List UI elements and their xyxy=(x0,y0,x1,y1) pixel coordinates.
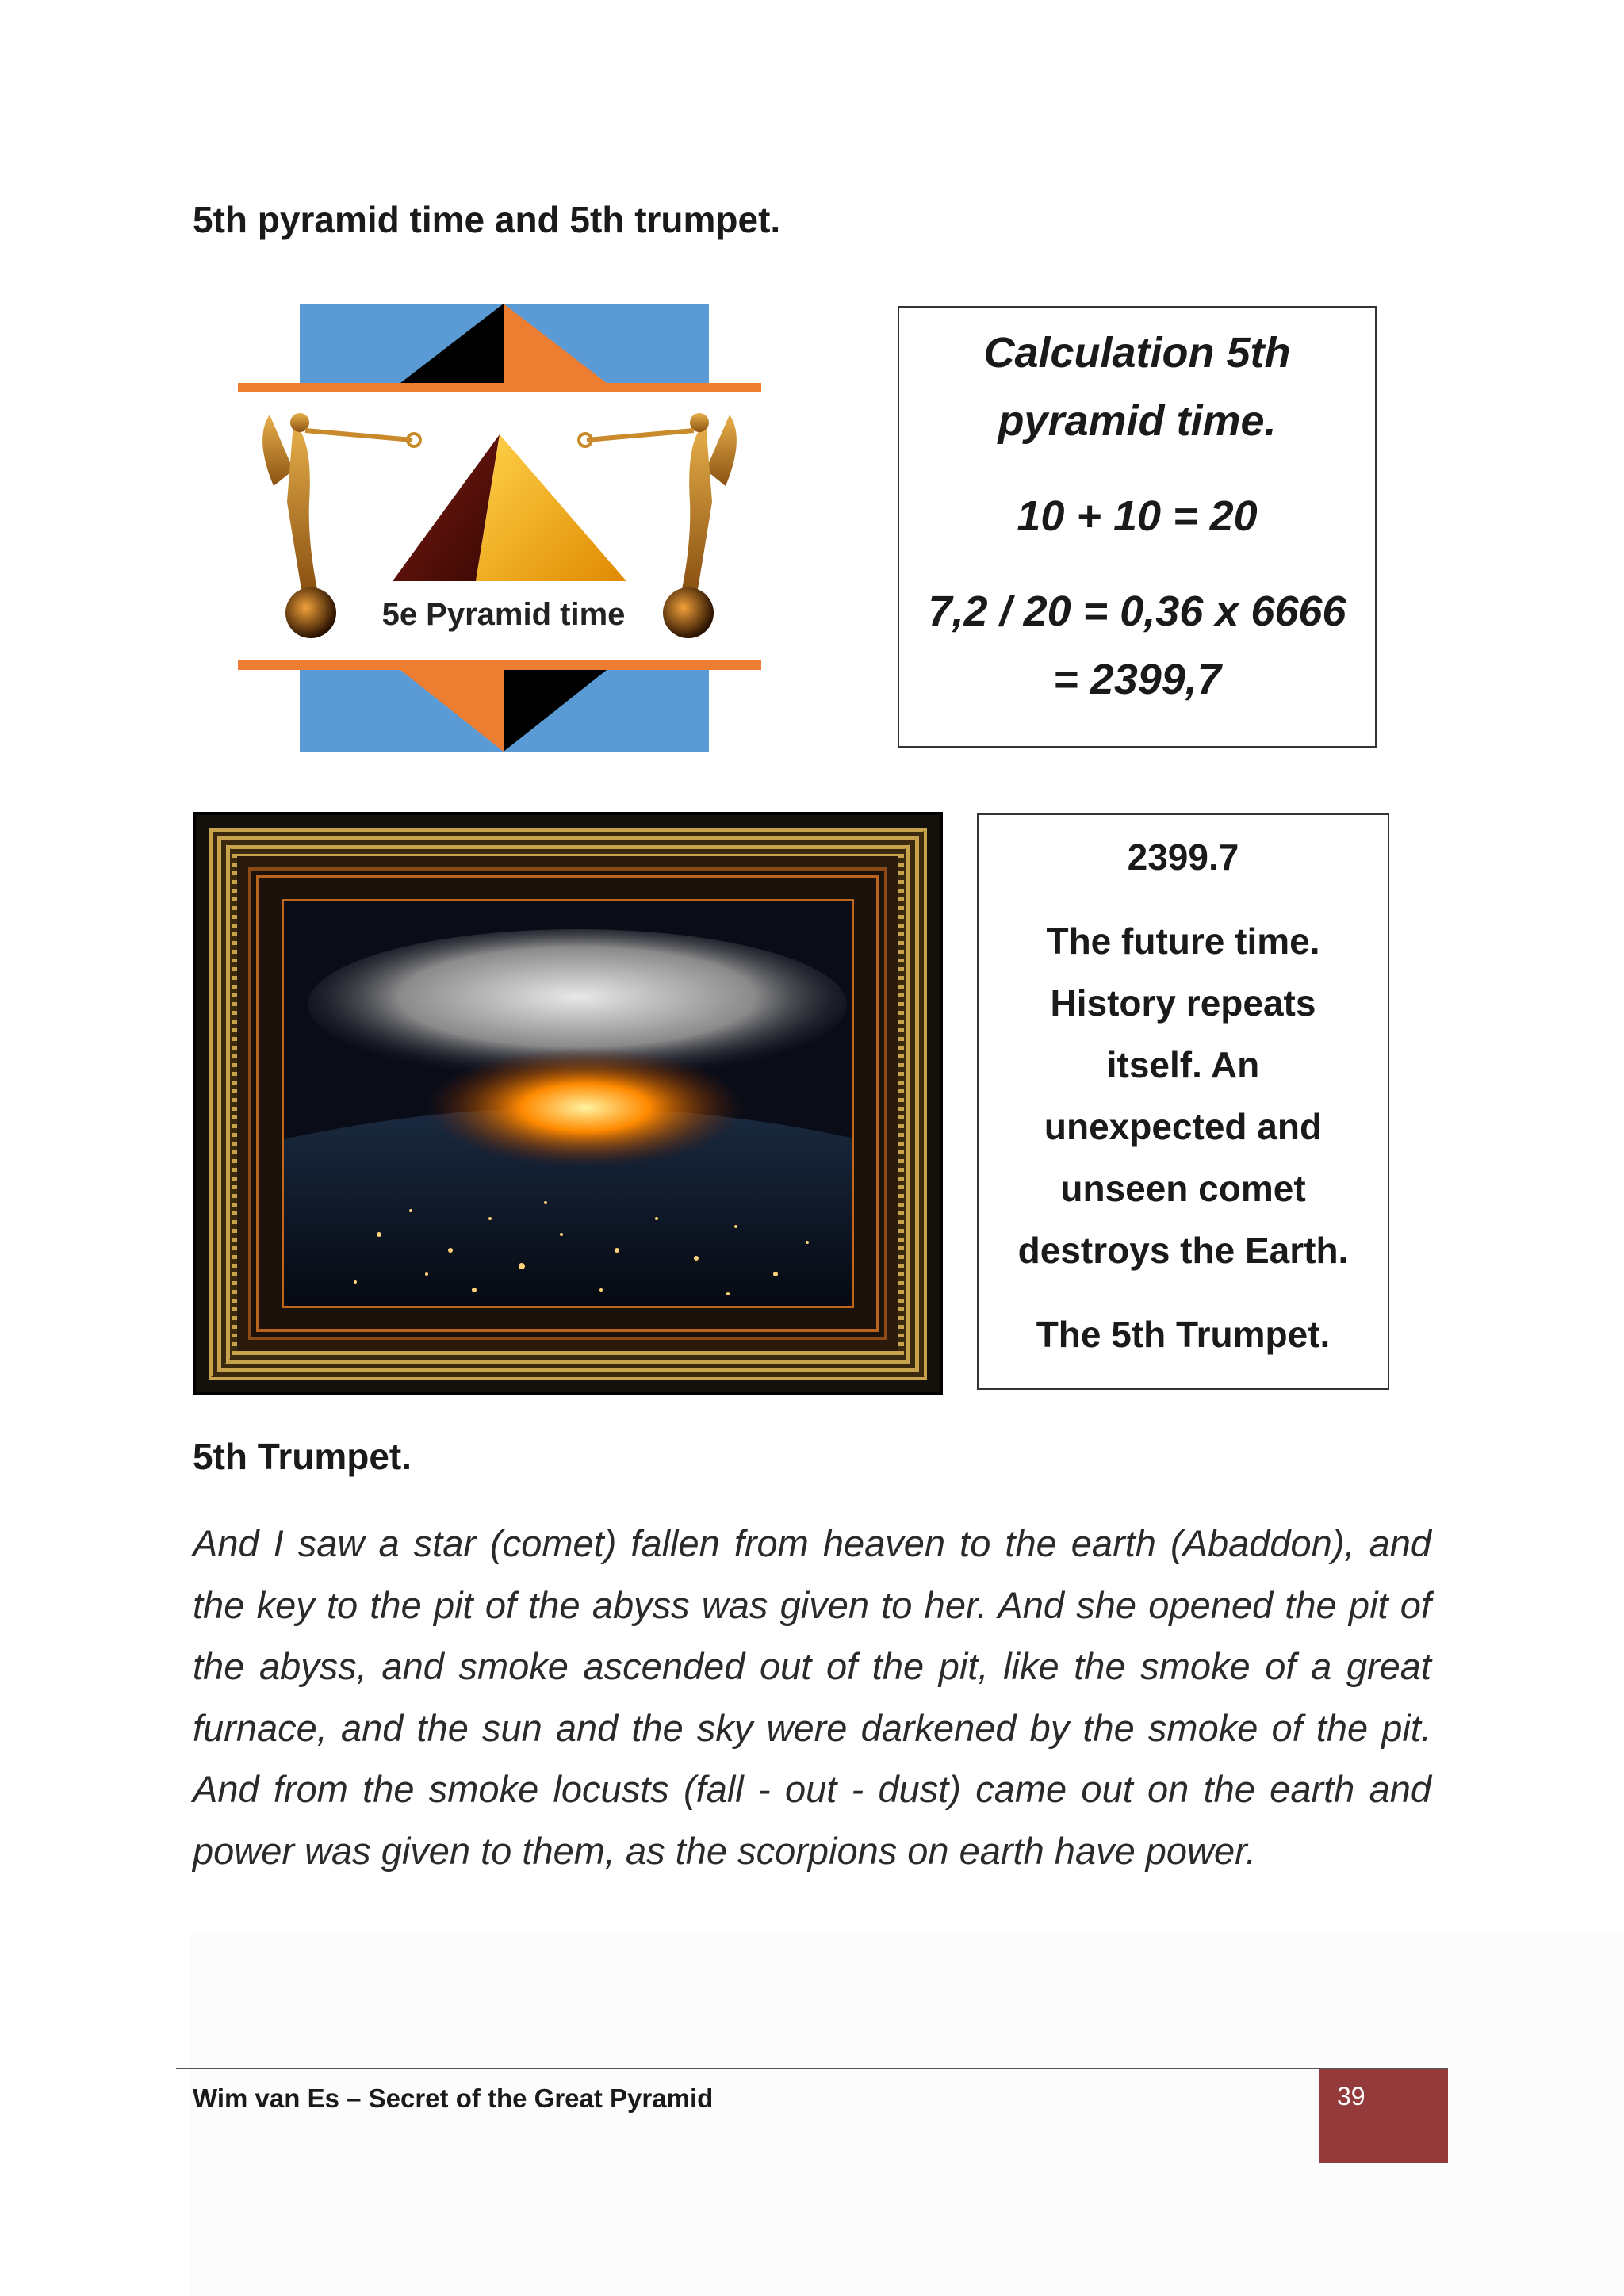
page-number: 39 xyxy=(1320,2069,1448,2163)
calc-formula-line2: = 2399,7 xyxy=(1053,656,1221,703)
trumpet-title: 5th Trumpet. xyxy=(193,1436,412,1477)
future-line: destroys the Earth. xyxy=(1017,1230,1349,1271)
section-title: 5th pyramid time and 5th trumpet. xyxy=(193,199,781,240)
calc-formula-line1: 7,2 / 20 = 0,36 x 6666 xyxy=(928,587,1346,635)
calc-title-line1: Calculation 5th xyxy=(983,329,1291,377)
framed-comet-picture xyxy=(193,812,943,1395)
future-line: unexpected and xyxy=(1044,1106,1323,1147)
pyramid-time-emblem xyxy=(238,304,761,752)
future-line: History repeats xyxy=(1050,982,1316,1024)
future-line: unseen comet xyxy=(1060,1168,1306,1209)
future-closing: The 5th Trumpet. xyxy=(1036,1314,1331,1355)
future-line: itself. An xyxy=(1106,1044,1260,1085)
footer-author-title: Wim van Es – Secret of the Great Pyramid xyxy=(193,2084,714,2113)
comet-explosion-image xyxy=(282,899,854,1308)
calc-title-line2: pyramid time. xyxy=(998,397,1277,445)
future-year: 2399.7 xyxy=(1127,836,1239,878)
calculation-box xyxy=(898,306,1377,748)
footer-divider xyxy=(176,2068,1448,2069)
scripture-quote: And I saw a star (comet) fallen from heaven to the earth (Abaddon), and the key to the pit of the abyss was given to her. And she opened the pit of the abyss, and smoke ascended out of the pit, like the smoke of a great furnace, and the sun and the sky were darkened by the smoke of the pit. And from the smoke locusts (fall - out - dust) came out on the earth and power was given to them, as the scorpions on earth have power. xyxy=(193,1522,1431,1872)
calc-sum: 10 + 10 = 20 xyxy=(1017,492,1258,540)
future-line: The future time. xyxy=(1046,920,1320,962)
emblem-label: 5e Pyramid time xyxy=(381,597,626,632)
future-time-box xyxy=(977,813,1389,1390)
